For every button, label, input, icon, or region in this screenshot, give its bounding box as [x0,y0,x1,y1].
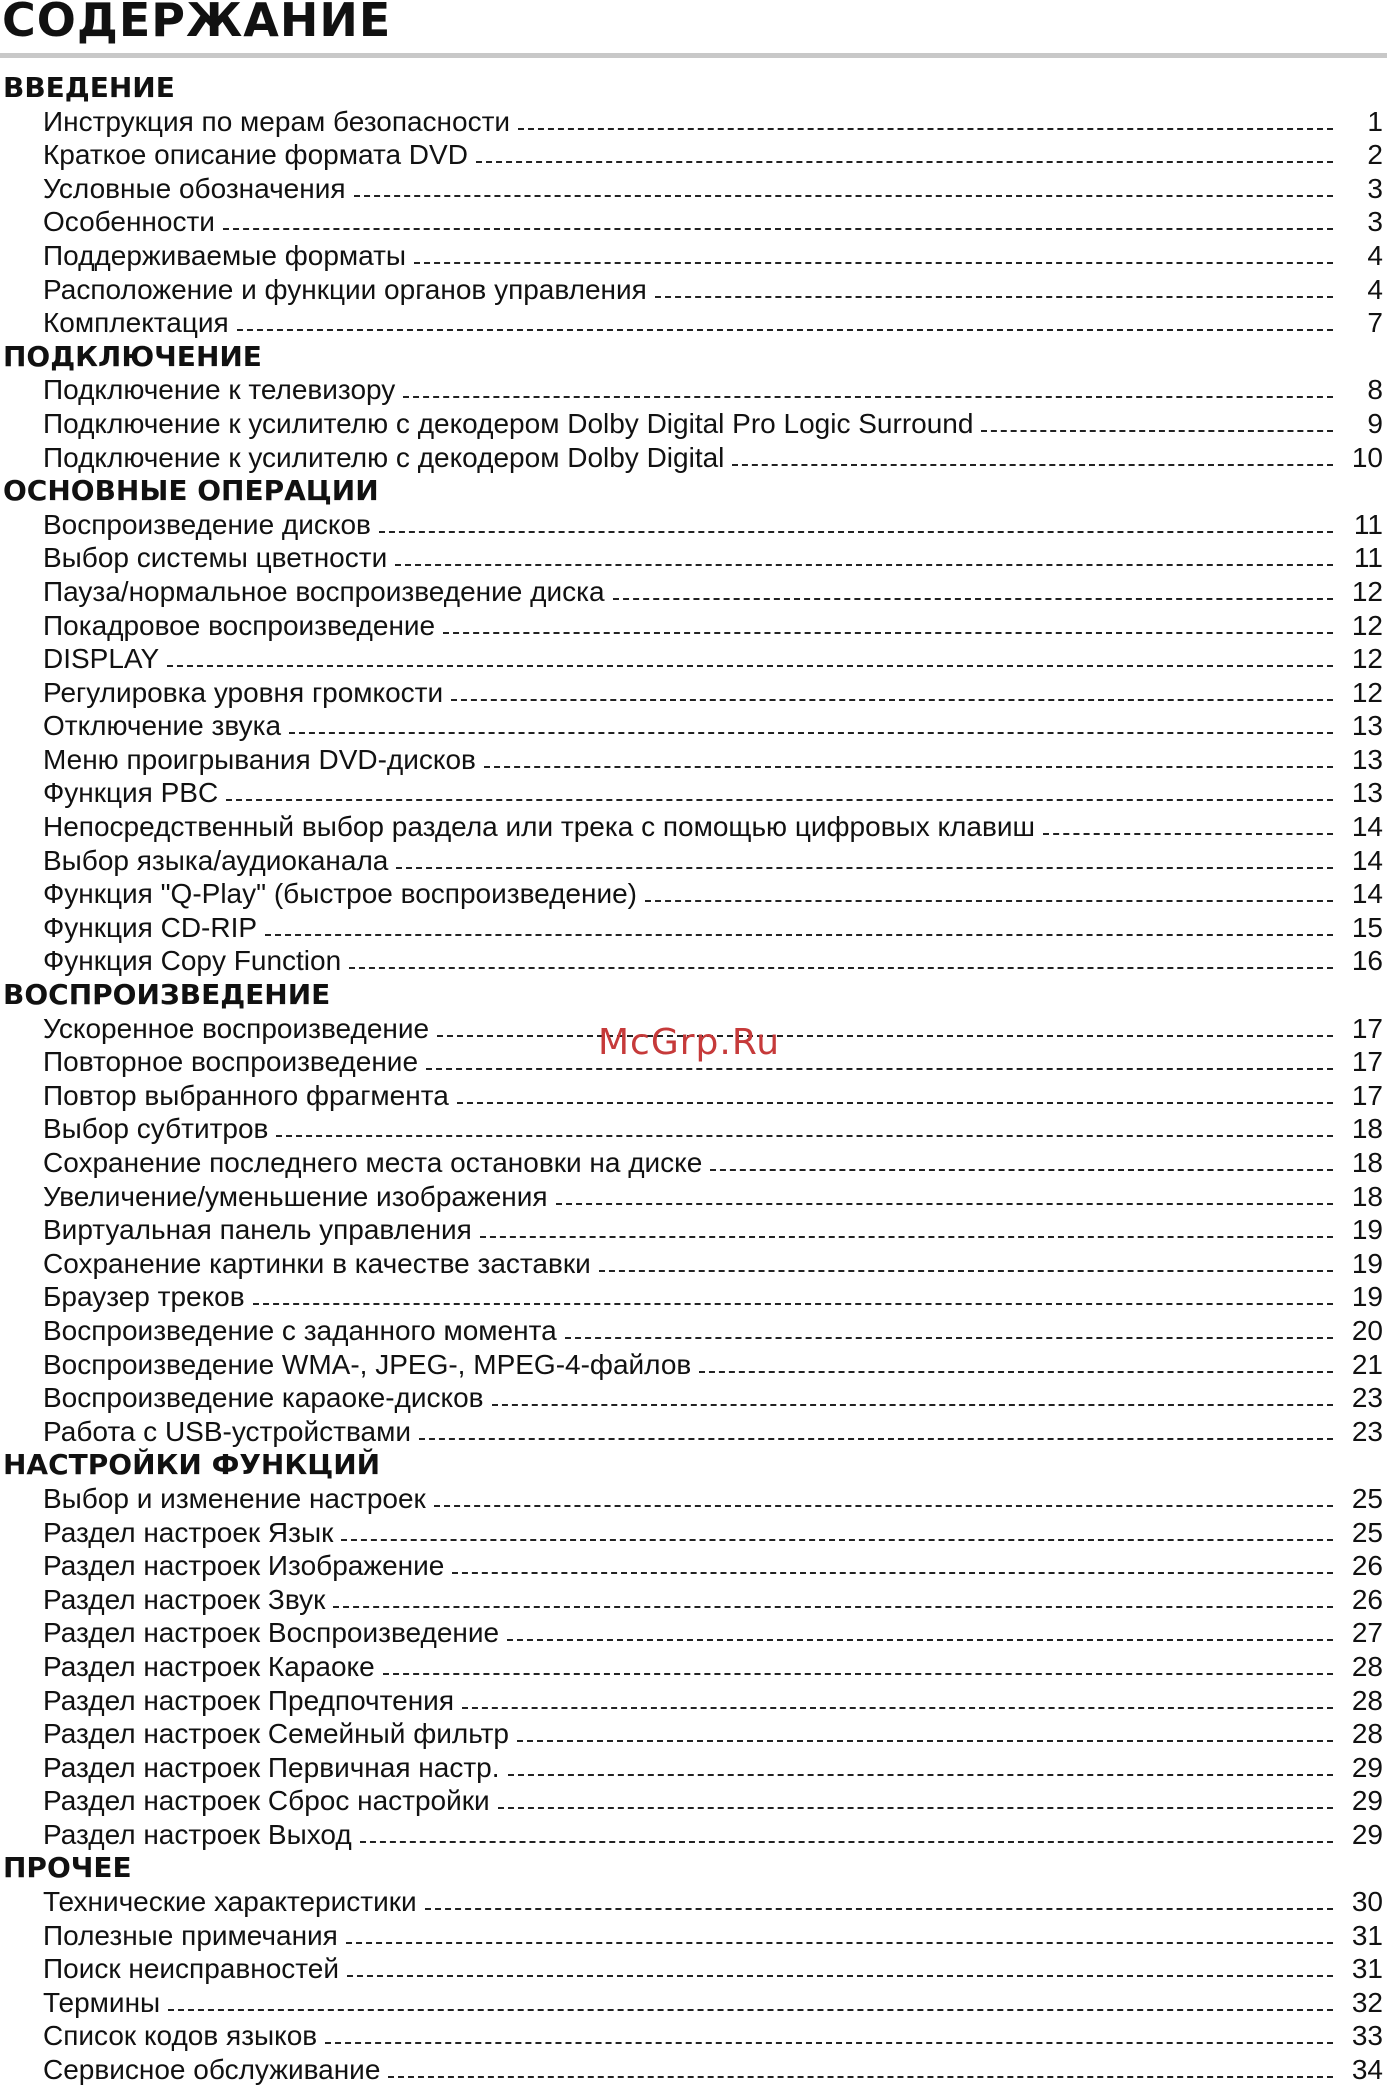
toc-entry[interactable] [0,1381,1387,1415]
toc-entry[interactable] [0,743,1387,777]
toc-entry-page-number: 3 [1367,206,1383,238]
toc-entry-page-number: 8 [1367,374,1383,406]
toc-entry-page-number: 29 [1351,1785,1383,1817]
toc-entry[interactable] [0,676,1387,710]
toc-entry[interactable] [0,441,1387,475]
dot-leader [451,699,1333,701]
toc-entry-page-number: 29 [1351,1751,1383,1783]
toc-entry-page-number: 21 [1351,1348,1383,1380]
toc-entry[interactable] [0,1079,1387,1113]
dot-leader [565,1337,1333,1339]
toc-entry-label: Регулировка уровня громкости [43,676,444,708]
toc-entry-label: Воспроизведение WMA-, JPEG-, MPEG-4-файлов [43,1348,692,1380]
toc-entry[interactable] [0,1616,1387,1650]
toc-entry[interactable] [0,508,1387,542]
toc-entry-label: Покадровое воспроизведение [43,609,436,641]
toc-entry-label: Список кодов языков [43,2020,318,2052]
toc-entry-page-number: 31 [1351,1919,1383,1951]
dot-leader [341,1539,1333,1541]
section-heading: ПРОЧЕЕ [3,1851,132,1885]
toc-entry-page-number: 28 [1351,1650,1383,1682]
toc-entry-page-number: 25 [1351,1516,1383,1548]
toc-entry-label: Отключение звука [43,710,282,742]
toc-entry[interactable] [0,1751,1387,1785]
toc-entry-label: DISPLAY [43,643,160,675]
toc-entry-label: Работа с USB-устройствами [43,1415,411,1447]
toc-entry-label: Раздел настроек Выход [43,1818,352,1850]
toc-entry-page-number: 14 [1351,878,1383,910]
toc-entry-page-number: 14 [1351,811,1383,843]
dot-leader [645,900,1333,902]
toc-entry[interactable] [0,138,1387,172]
toc-entry-label: Непосредственный выбор раздела или трека с помощью цифровых клавиш [43,811,1035,843]
toc-entry-page-number: 18 [1351,1147,1383,1178]
toc-entry-page-number: 10 [1351,441,1383,473]
dot-leader [517,1740,1333,1742]
toc-entry[interactable] [0,1180,1387,1214]
toc-entry[interactable] [0,575,1387,609]
toc-entry-label: Выбор языка/аудиоканала [43,844,389,876]
toc-entry-page-number: 25 [1351,1482,1383,1514]
toc-entry[interactable] [0,944,1387,978]
page-title: СОДЕРЖАНИЕ [2,0,392,47]
toc-entry-page-number: 3 [1367,172,1383,204]
dot-leader [484,766,1333,768]
dot-leader [289,732,1333,734]
dot-leader [354,195,1333,197]
toc-entry-label: Пауза/нормальное воспроизведение диска [43,575,605,607]
section-heading: ОСНОВНЫЕ ОПЕРАЦИИ [3,474,379,508]
toc-entry[interactable] [0,1583,1387,1617]
section-heading: ПОДКЛЮЧЕНИЕ [3,339,262,373]
toc-entry-page-number: 2 [1367,139,1383,171]
dot-leader [434,1505,1333,1507]
toc-entry-label: Раздел настроек Семейный фильтр [43,1718,510,1750]
table-of-contents [0,71,1387,2087]
dot-leader [425,1908,1333,1910]
toc-entry-page-number: 28 [1351,1684,1383,1716]
toc-entry-label: Особенности [43,206,215,238]
dot-leader [419,1438,1333,1440]
toc-entry-page-number: 23 [1351,1382,1383,1414]
toc-entry-page-number: 19 [1351,1214,1383,1246]
dot-leader [518,128,1333,130]
dot-leader [360,1841,1333,1843]
dot-leader [333,1606,1333,1608]
toc-entry[interactable] [0,1717,1387,1751]
toc-entry[interactable] [0,205,1387,239]
dot-leader [223,228,1333,230]
toc-entry-page-number: 26 [1351,1550,1383,1582]
toc-entry[interactable] [0,273,1387,307]
toc-entry[interactable] [0,1280,1387,1314]
toc-entry-page-number: 19 [1351,1281,1383,1313]
toc-entry-page-number: 13 [1351,710,1383,742]
toc-entry-label: Выбор субтитров [43,1113,269,1145]
toc-entry[interactable] [0,373,1387,407]
dot-leader [347,1975,1333,1977]
dot-leader [168,2009,1333,2011]
toc-entry-page-number: 4 [1367,239,1383,271]
toc-entry-label: Раздел настроек Звук [43,1583,326,1615]
toc-entry-label: Термины [43,1986,161,2018]
dot-leader [379,531,1333,533]
dot-leader [457,1102,1333,1104]
toc-entry-page-number: 11 [1353,508,1383,540]
dot-leader [253,1303,1333,1305]
toc-entry-label: Сервисное обслуживание [43,2054,381,2086]
toc-entry[interactable] [0,1650,1387,1684]
toc-entry[interactable] [0,306,1387,340]
toc-entry-label: Раздел настроек Сброс настройки [43,1785,490,1817]
toc-entry-label: Инструкция по мерам безопасности [43,105,511,137]
dot-leader [732,464,1333,466]
toc-entry[interactable] [0,1482,1387,1516]
toc-entry[interactable] [0,609,1387,643]
dot-leader [437,1035,1333,1037]
toc-entry-page-number: 17 [1351,1046,1383,1078]
toc-entry-label: Функция PBC [43,777,219,809]
toc-entry-page-number: 20 [1351,1314,1383,1346]
toc-entry-label: Воспроизведение с заданного момента [43,1314,557,1346]
toc-entry[interactable] [0,810,1387,844]
dot-leader [498,1807,1333,1809]
toc-entry[interactable] [0,709,1387,743]
toc-entry-label: Раздел настроек Язык [43,1516,334,1548]
dot-leader [476,161,1333,163]
toc-entry-label: Функция "Q-Play" (быстрое воспроизведение) [43,878,638,910]
toc-entry-label: Раздел настроек Изображение [43,1550,445,1582]
dot-leader [710,1169,1333,1171]
toc-entry-label: Технические характеристики [43,1886,417,1918]
toc-entry[interactable] [0,1919,1387,1953]
toc-entry-page-number: 17 [1351,1012,1383,1044]
toc-entry-label: Виртуальная панель управления [43,1214,472,1246]
toc-entry-page-number: 1 [1367,105,1383,137]
toc-entry-label: Раздел настроек Караоке [43,1650,375,1682]
toc-entry-label: Сохранение картинки в качестве заставки [43,1247,591,1279]
toc-entry[interactable] [0,1549,1387,1583]
toc-entry-label: Подключение к усилителю с декодером Dolby Digital Pro Logic Surround [43,407,974,439]
toc-entry[interactable] [0,172,1387,206]
dot-leader [613,598,1333,600]
toc-entry-label: Воспроизведение караоке-дисков [43,1382,484,1414]
toc-entry-label: Ускоренное воспроизведение [43,1012,430,1044]
toc-entry-page-number: 13 [1351,743,1383,775]
toc-entry[interactable] [0,642,1387,676]
toc-entry-page-number: 17 [1351,1079,1383,1111]
dot-leader [396,867,1333,869]
toc-entry[interactable] [0,1516,1387,1550]
toc-entry-page-number: 11 [1353,542,1383,574]
title-underline [0,53,1387,58]
toc-entry[interactable] [0,2019,1387,2053]
dot-leader [426,1068,1333,1070]
toc-entry-page-number: 23 [1351,1415,1383,1447]
toc-entry[interactable] [0,1314,1387,1348]
toc-entry-page-number: 16 [1351,945,1383,977]
toc-entry[interactable] [0,1415,1387,1449]
dot-leader [981,430,1333,432]
toc-entry-page-number: 34 [1351,2054,1383,2086]
dot-leader [508,1774,1334,1776]
dot-leader [492,1404,1333,1406]
toc-entry-page-number: 27 [1351,1617,1383,1649]
toc-entry-page-number: 33 [1351,2020,1383,2052]
section-heading: НАСТРОЙКИ ФУНКЦИЙ [3,1448,381,1482]
toc-entry-page-number: 18 [1351,1180,1383,1212]
toc-entry-label: Функция Copy Function [43,945,342,977]
toc-entry[interactable] [0,1684,1387,1718]
toc-entry[interactable] [0,1784,1387,1818]
dot-leader [655,296,1333,298]
dot-leader [414,262,1333,264]
toc-entry-page-number: 29 [1351,1818,1383,1850]
toc-entry-label: Воспроизведение дисков [43,508,371,540]
dot-leader [480,1236,1333,1238]
dot-leader [167,665,1333,667]
toc-entry-page-number: 13 [1351,777,1383,809]
toc-entry[interactable] [0,105,1387,139]
toc-entry-label: Повтор выбранного фрагмента [43,1079,449,1111]
toc-entry[interactable] [0,1885,1387,1919]
toc-entry-page-number: 32 [1351,1986,1383,2018]
dot-leader [346,1942,1333,1944]
section-heading: ВОСПРОИЗВЕДЕНИЕ [3,978,331,1012]
toc-entry[interactable] [0,1112,1387,1146]
dot-leader [226,799,1333,801]
toc-entry-label: Раздел настроек Предпочтения [43,1684,454,1716]
dot-leader [395,564,1333,566]
dot-leader [599,1270,1333,1272]
toc-entry[interactable] [0,407,1387,441]
toc-entry-page-number: 31 [1351,1953,1383,1985]
toc-entry-label: Выбор системы цветности [43,542,388,574]
toc-entry-label: Поиск неисправностей [43,1953,339,1985]
toc-entry-label: Увеличение/уменьшение изображения [43,1180,548,1212]
toc-entry-page-number: 7 [1367,307,1383,339]
toc-entry-label: Раздел настроек Первичная настр. [43,1751,500,1783]
toc-entry-page-number: 30 [1351,1886,1383,1918]
dot-leader [452,1572,1333,1574]
dot-leader [1043,833,1333,835]
toc-entry[interactable] [0,1146,1387,1180]
toc-entry-page-number: 12 [1351,676,1383,708]
toc-entry-page-number: 19 [1351,1247,1383,1279]
toc-entry[interactable] [0,2053,1387,2087]
dot-leader [388,2076,1333,2078]
toc-entry-page-number: 15 [1351,911,1383,943]
toc-entry-page-number: 18 [1351,1113,1383,1145]
toc-entry-label: Комплектация [43,307,229,339]
toc-entry[interactable] [0,1818,1387,1852]
toc-entry-label: Условные обозначения [43,172,346,204]
dot-leader [276,1135,1333,1137]
toc-entry[interactable] [0,541,1387,575]
toc-entry-page-number: 4 [1367,273,1383,305]
dot-leader [383,1673,1333,1675]
dot-leader [325,2042,1333,2044]
toc-entry-page-number: 12 [1351,609,1383,641]
toc-entry-label: Подключение к усилителю с декодером Dolby Digital [43,441,725,473]
toc-entry-label: Поддерживаемые форматы [43,239,407,271]
toc-entry-label: Подключение к телевизору [43,374,396,406]
toc-entry[interactable] [0,1213,1387,1247]
toc-entry-page-number: 26 [1351,1583,1383,1615]
dot-leader [507,1639,1333,1641]
toc-entry[interactable] [0,239,1387,273]
toc-entry-label: Меню проигрывания DVD-дисков [43,743,476,775]
toc-entry-label: Выбор и изменение настроек [43,1482,426,1514]
toc-entry[interactable] [0,1247,1387,1281]
toc-entry-label: Функция CD-RIP [43,911,258,943]
toc-entry-label: Сохранение последнего места остановки на диске [43,1147,703,1178]
watermark: McGrp.Ru [598,1022,781,1063]
dot-leader [403,396,1333,398]
toc-entry-page-number: 9 [1367,407,1383,439]
dot-leader [699,1371,1333,1373]
toc-entry[interactable] [0,911,1387,945]
toc-entry-label: Полезные примечания [43,1919,338,1951]
toc-entry-page-number: 28 [1351,1718,1383,1750]
toc-entry-label: Раздел настроек Воспроизведение [43,1617,500,1649]
toc-entry-page-number: 12 [1351,575,1383,607]
dot-leader [462,1707,1333,1709]
toc-entry[interactable] [0,1952,1387,1986]
toc-entry-label: Краткое описание формата DVD [43,139,468,171]
toc-entry[interactable] [0,844,1387,878]
toc-entry[interactable] [0,776,1387,810]
dot-leader [237,329,1333,331]
toc-entry[interactable] [0,1986,1387,2020]
dot-leader [556,1203,1333,1205]
section-heading: ВВЕДЕНИЕ [3,71,175,104]
toc-entry-label: Повторное воспроизведение [43,1046,419,1078]
toc-entry-page-number: 14 [1351,844,1383,876]
toc-entry-label: Расположение и функции органов управления [43,273,647,305]
toc-entry[interactable] [0,877,1387,911]
dot-leader [349,967,1333,969]
toc-entry[interactable] [0,1348,1387,1382]
toc-entry-page-number: 12 [1351,643,1383,675]
dot-leader [265,934,1333,936]
toc-entry-label: Браузер треков [43,1281,245,1313]
dot-leader [443,632,1333,634]
